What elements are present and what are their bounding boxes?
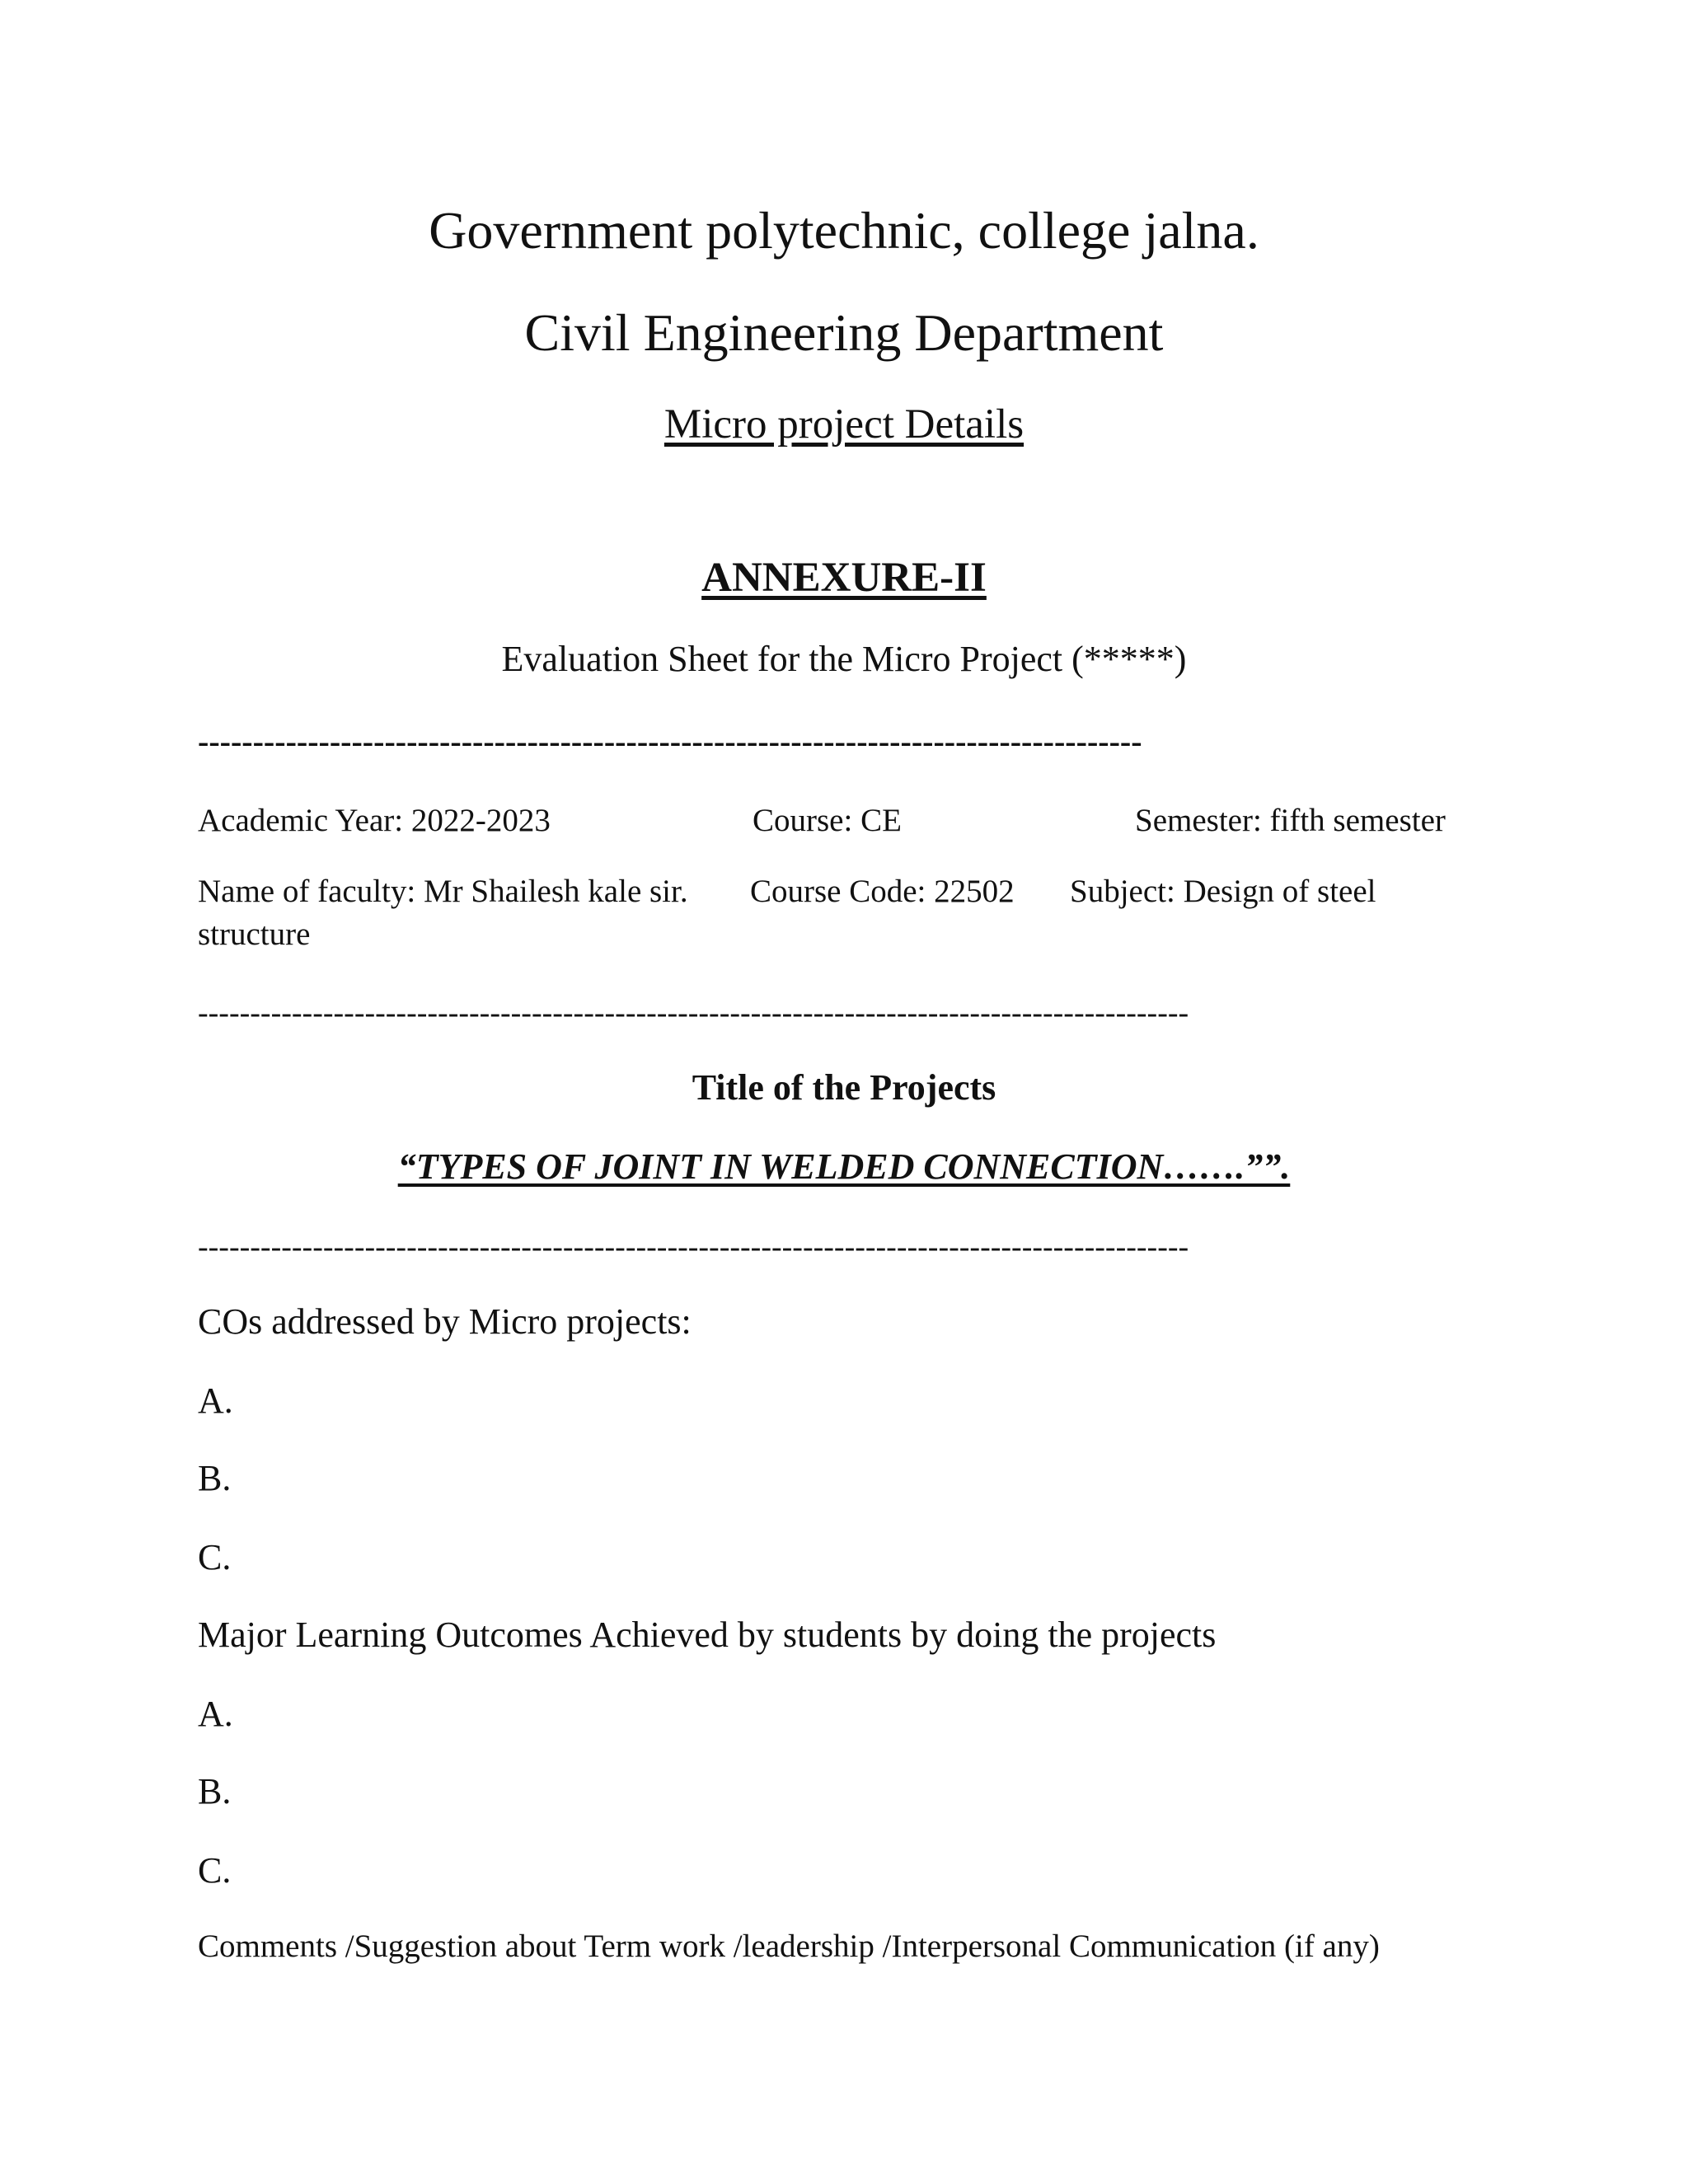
cos-item: B. (198, 1458, 232, 1498)
outcome-item: A. (198, 1694, 233, 1734)
comments-label: Comments /Suggestion about Term work /leadership /Interpersonal Communication (if any) (198, 1929, 1380, 1964)
separator-line: ----------------------------------------------------------------------------------------------- (198, 997, 1189, 1029)
subject-continuation: structure (198, 916, 311, 952)
evaluation-sheet-subtitle: Evaluation Sheet for the Micro Project (*****) (501, 639, 1187, 679)
department-name: Civil Engineering Department (524, 303, 1164, 362)
separator-line: -------------------------------------------------------------------------------------- (198, 725, 1142, 758)
faculty-name: Name of faculty: Mr Shailesh kale sir. (198, 874, 688, 909)
course: Course: CE (753, 803, 902, 838)
separator-line: ----------------------------------------------------------------------------------------------- (198, 1231, 1189, 1263)
cos-item: C. (198, 1537, 232, 1577)
subject: Subject: Design of steel (1070, 874, 1376, 909)
college-name: Government polytechnic, college jalna. (429, 201, 1259, 260)
section-heading: Micro project Details (663, 401, 1025, 448)
academic-year: Academic Year: 2022-2023 (198, 803, 551, 838)
semester: Semester: fifth semester (1135, 803, 1446, 838)
cos-heading: COs addressed by Micro projects: (198, 1301, 692, 1342)
project-title-heading: Title of the Projects (692, 1067, 996, 1108)
cos-item: A. (198, 1380, 233, 1421)
outcome-item: B. (198, 1771, 232, 1811)
annexure-title: ANNEXURE-II (701, 555, 987, 601)
course-code: Course Code: 22502 (750, 874, 1015, 909)
learning-outcomes-heading: Major Learning Outcomes Achieved by students by doing the projects (198, 1615, 1217, 1655)
project-title: “TYPES OF JOINT IN WELDED CONNECTION…….””. (397, 1146, 1291, 1187)
outcome-item: C. (198, 1850, 232, 1891)
